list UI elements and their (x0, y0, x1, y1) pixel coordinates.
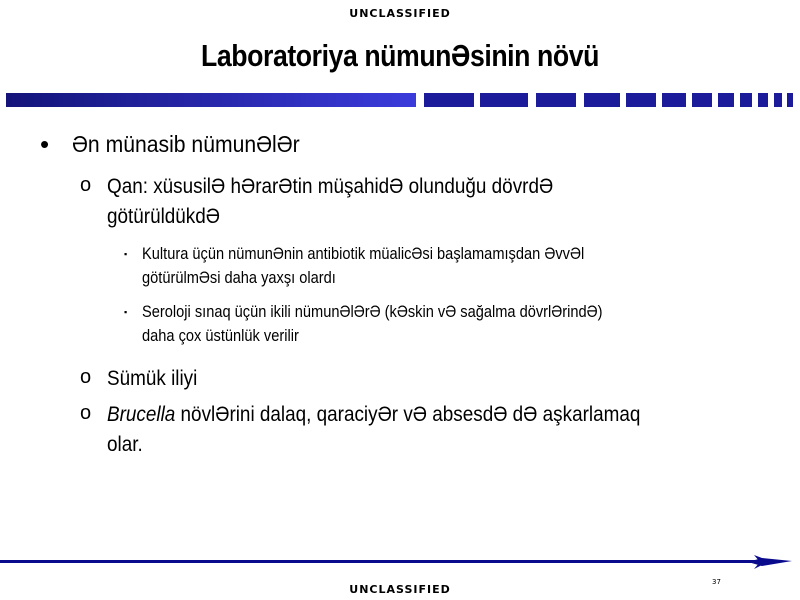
list-item-line: olar. (107, 433, 143, 456)
sublist-item-line: götürülmƏsi daha yaxşı olardı (142, 268, 336, 287)
footer-arrow-icon (748, 552, 792, 572)
sublist-marker: ▪ (124, 307, 128, 317)
bullet-text: Ən münasib nümunƏlƏr (72, 131, 300, 157)
title-bar-graphic (6, 93, 796, 107)
slide-title: Laboratoriya nümunƏsinin növü (201, 38, 599, 73)
bullet-marker: • (40, 129, 50, 159)
list-item-line (107, 400, 728, 430)
sublist-item-line: daha çox üstünlük verilir (142, 326, 299, 345)
list-item-text (107, 400, 728, 460)
sublist-item-line: Seroloji sınaq üçün ikili nümunƏlƏrƏ (kƏskin vƏ sağalma dövrlƏrindƏ) (142, 302, 603, 321)
list-item-text (107, 364, 728, 394)
footer-rule (0, 560, 755, 563)
list-item-line: götürüldükdƏ (107, 205, 221, 228)
sublist-item-line: Kultura üçün nümunƏnin antibiotik müalicƏsi başlamamışdan ƏvvƏl (142, 244, 585, 263)
sublist-item-text (142, 242, 692, 290)
italic-genus-name: Brucella (107, 403, 176, 426)
list-marker: o (80, 174, 92, 196)
list-item-text (107, 172, 728, 232)
list-marker: o (80, 402, 92, 424)
list-item-line: Qan: xüsusilƏ hƏrarƏtin müşahidƏ olunduğu dövrdƏ (107, 175, 554, 198)
list-item-line: Sümük iliyi (107, 367, 198, 390)
list-item-line-rest: növlƏrini dalaq, qaraciyƏr vƏ absesdƏ dƏ aşkarlamaq (180, 403, 641, 426)
title-decorative-bar (6, 93, 796, 107)
list-marker: o (80, 366, 92, 388)
classification-banner-bottom: UNCLASSIFIED (349, 583, 451, 596)
page-number: 37 (712, 578, 721, 586)
sublist-marker: ▪ (124, 249, 128, 259)
classification-banner-top: UNCLASSIFIED (349, 7, 451, 20)
sublist-item-text (142, 300, 692, 348)
